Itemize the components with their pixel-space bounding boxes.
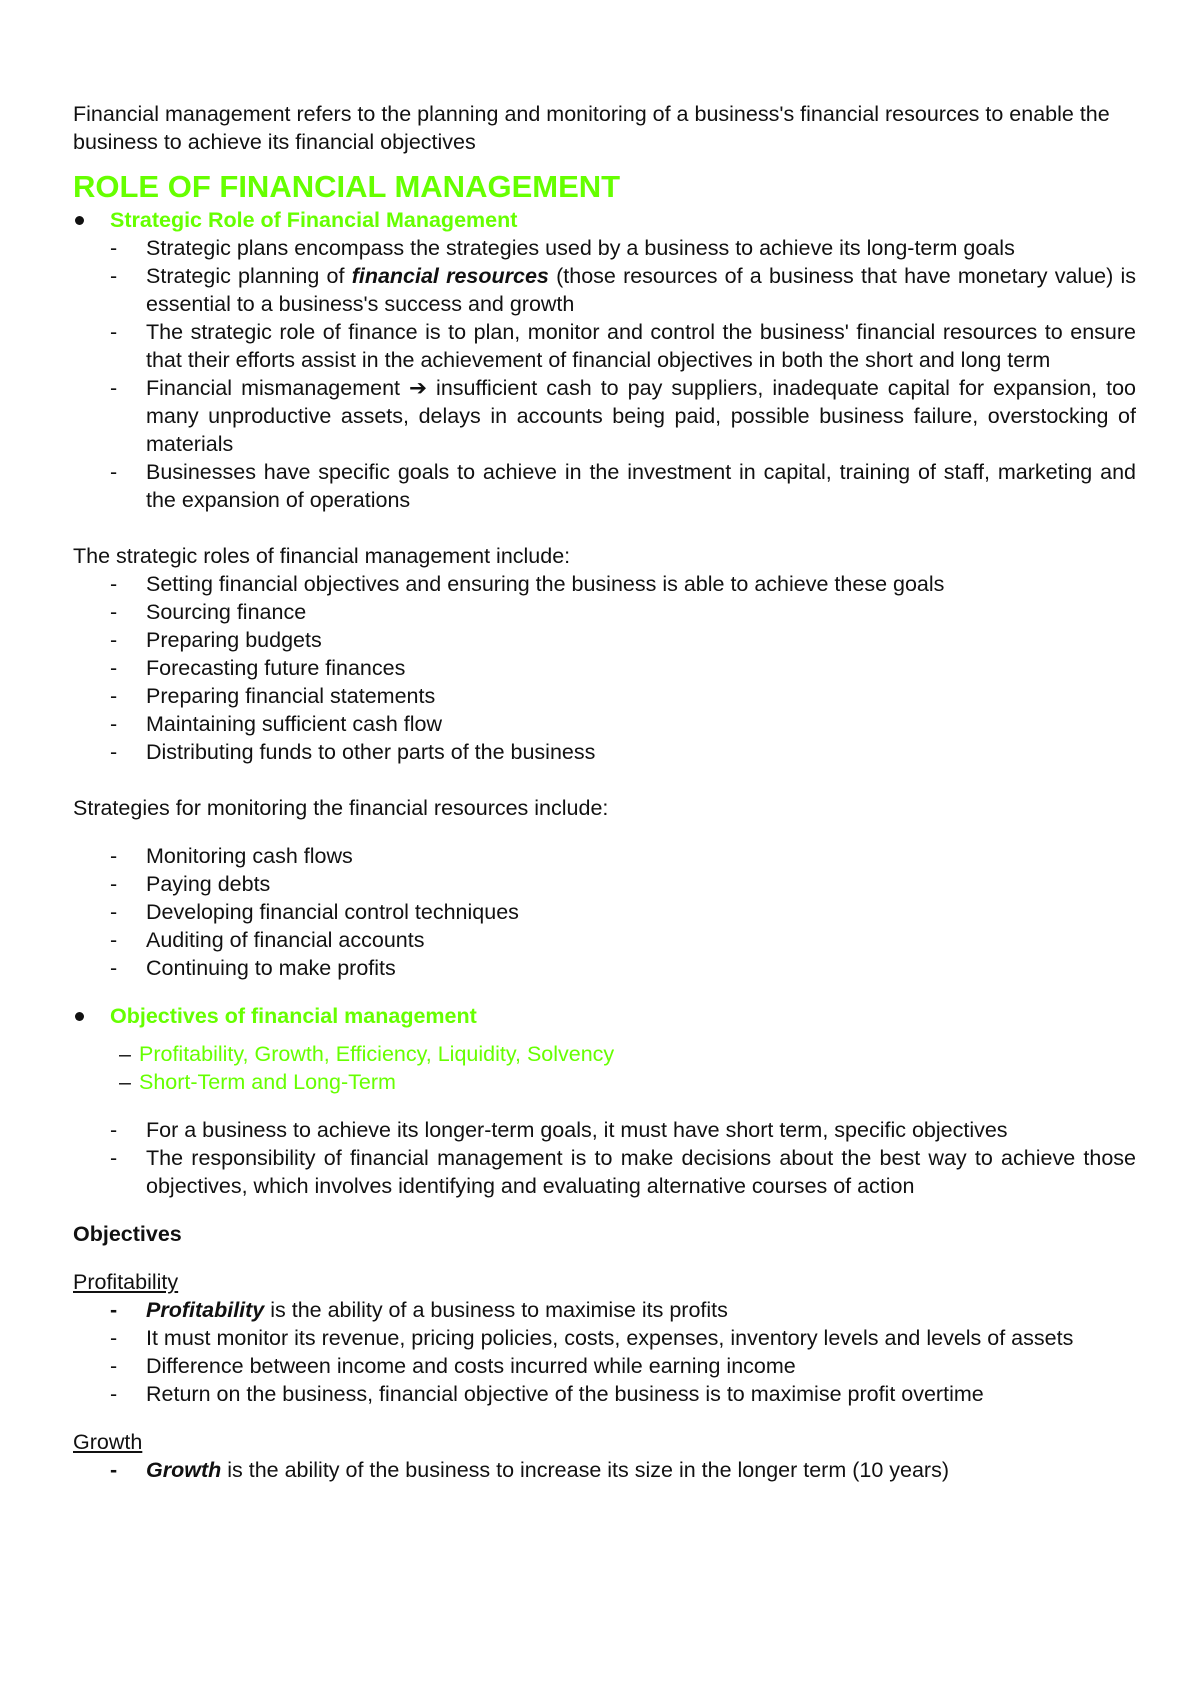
emphasis-term: financial resources	[351, 264, 549, 288]
list-item	[73, 842, 1136, 870]
list-item-text: Monitoring cash flows	[146, 844, 353, 868]
list-item-text: Return on the business, financial objective of the business is to maximise profit overtime	[146, 1382, 984, 1406]
list-item	[73, 954, 1136, 982]
dash-marker: -	[110, 1326, 118, 1350]
list-item	[73, 682, 1136, 710]
list-item	[73, 738, 1136, 766]
dash-marker: -	[110, 1458, 118, 1482]
list-item-text: Auditing of financial accounts	[146, 928, 425, 952]
list-item-text: Preparing financial statements	[146, 684, 436, 708]
list-item	[73, 870, 1136, 898]
strategic-title: Strategic Role of Financial Management	[110, 208, 518, 232]
list-item-text: Profitability, Growth, Efficiency, Liquidity, Solvency	[139, 1042, 615, 1066]
dash-marker: –	[119, 1042, 131, 1066]
dash-marker: -	[110, 628, 118, 652]
dash-marker: -	[110, 1354, 118, 1378]
objectives-green-list	[73, 1040, 1136, 1096]
dash-marker: -	[110, 460, 118, 484]
list-item	[73, 458, 1136, 514]
dash-marker: -	[110, 572, 118, 596]
list-item-text: The responsibility of financial management is to make decisions about the best way to achieve those objectives, which involves identifying and evaluating alternative courses of action	[146, 1146, 1136, 1198]
intro-paragraph: Financial management refers to the planning and monitoring of a business's financial resources to enable the business to achieve its financial objectives	[73, 102, 1110, 154]
list-item	[73, 1116, 1136, 1144]
document-body	[73, 100, 1136, 1484]
dash-marker: -	[110, 900, 118, 924]
list-item-text: Financial mismanagement	[146, 376, 410, 400]
dash-marker: -	[110, 376, 118, 400]
list-item	[73, 598, 1136, 626]
list-item	[73, 570, 1136, 598]
dash-marker: -	[110, 320, 118, 344]
list-item-text: Forecasting future finances	[146, 656, 406, 680]
list-item-text: The strategic role of finance is to plan, monitor and control the business' financial resources to ensure that their efforts assist in the achievement of financial objectives in both the short and long term	[146, 320, 1136, 372]
growth-list	[73, 1456, 1136, 1484]
list-item-text: It must monitor its revenue, pricing policies, costs, expenses, inventory levels and levels of assets	[146, 1326, 1074, 1350]
dash-marker: –	[119, 1070, 131, 1094]
list-item	[73, 898, 1136, 926]
section-heading-role: ROLE OF FINANCIAL MANAGEMENT	[73, 169, 621, 204]
list-item-text: Difference between income and costs incurred while earning income	[146, 1354, 796, 1378]
list-item	[73, 1040, 1136, 1068]
dash-marker: -	[110, 1382, 118, 1406]
list-item	[73, 1144, 1136, 1200]
list-item	[73, 234, 1136, 262]
roles-list	[73, 570, 1136, 766]
strategic-list	[73, 234, 1136, 514]
dash-marker: -	[110, 740, 118, 764]
list-item-text: Developing financial control techniques	[146, 900, 519, 924]
list-item-text: is the ability of a business to maximise its profits	[264, 1298, 728, 1322]
dash-marker: -	[110, 236, 118, 260]
list-item	[73, 654, 1136, 682]
list-item	[73, 626, 1136, 654]
dash-marker: -	[110, 656, 118, 680]
dash-marker: -	[110, 600, 118, 624]
list-item-text: For a business to achieve its longer-term goals, it must have short term, specific objectives	[146, 1118, 1008, 1142]
dash-marker: -	[110, 928, 118, 952]
dash-marker: -	[110, 264, 118, 288]
dash-marker: -	[110, 1146, 118, 1170]
list-item	[73, 1456, 1136, 1484]
growth-heading: Growth	[73, 1430, 143, 1454]
list-item-text: Setting financial objectives and ensuring the business is able to achieve these goals	[146, 572, 945, 596]
list-item-text: Strategic planning of	[146, 264, 352, 288]
roles-intro: The strategic roles of financial management include:	[73, 544, 571, 568]
bullet-dot-icon	[75, 1012, 84, 1021]
emphasis-term: Profitability	[146, 1298, 265, 1322]
bullet-dot-icon	[75, 216, 84, 225]
list-item-text: Preparing budgets	[146, 628, 322, 652]
dash-marker: -	[110, 1298, 118, 1322]
list-item-text: Sourcing finance	[146, 600, 307, 624]
list-item	[73, 318, 1136, 374]
list-item-text: Maintaining sufficient cash flow	[146, 712, 442, 736]
objectives-heading: Objectives	[73, 1222, 182, 1246]
list-item	[73, 1380, 1136, 1408]
list-item-text: Paying debts	[146, 872, 271, 896]
monitoring-intro: Strategies for monitoring the financial resources include:	[73, 796, 609, 820]
bullet-heading-objectives	[73, 1002, 1136, 1030]
arrow-right-icon: ➔	[409, 376, 428, 400]
list-item	[73, 1324, 1136, 1352]
list-item-text: is the ability of the business to increase its size in the longer term (10 years)	[221, 1458, 950, 1482]
list-item-text: Short-Term and Long-Term	[139, 1070, 396, 1094]
list-item-text: Continuing to make profits	[146, 956, 396, 980]
list-item	[73, 1068, 1136, 1096]
dash-marker: -	[110, 872, 118, 896]
monitoring-list	[73, 842, 1136, 982]
profitability-list	[73, 1296, 1136, 1408]
objectives-list	[73, 1116, 1136, 1200]
list-item	[73, 1352, 1136, 1380]
list-item	[73, 710, 1136, 738]
list-item-text: Distributing funds to other parts of the business	[146, 740, 596, 764]
dash-marker: -	[110, 844, 118, 868]
objectives-title: Objectives of financial management	[110, 1004, 477, 1028]
list-item-text: Strategic plans encompass the strategies used by a business to achieve its long-term goals	[146, 236, 1015, 260]
list-item-text: insufficient cash to pay suppliers, inadequate capital for expansion, too many unproductive assets, delays in accounts being paid, possible business failure, overstocking of materials	[146, 376, 1136, 456]
list-item	[73, 1296, 1136, 1324]
list-item-text: (those resources of a business that have monetary value) is essential to a business's success and growth	[146, 264, 1137, 316]
list-item	[73, 926, 1136, 954]
list-item	[73, 262, 1136, 318]
dash-marker: -	[110, 712, 118, 736]
emphasis-term: Growth	[146, 1458, 222, 1482]
dash-marker: -	[110, 956, 118, 980]
list-item-text: Businesses have specific goals to achieve in the investment in capital, training of staff, marketing and the expansion of operations	[146, 460, 1136, 512]
dash-marker: -	[110, 1118, 118, 1142]
dash-marker: -	[110, 684, 118, 708]
profitability-heading: Profitability	[73, 1270, 179, 1294]
list-item	[73, 374, 1136, 458]
bullet-heading-strategic	[73, 206, 1136, 234]
